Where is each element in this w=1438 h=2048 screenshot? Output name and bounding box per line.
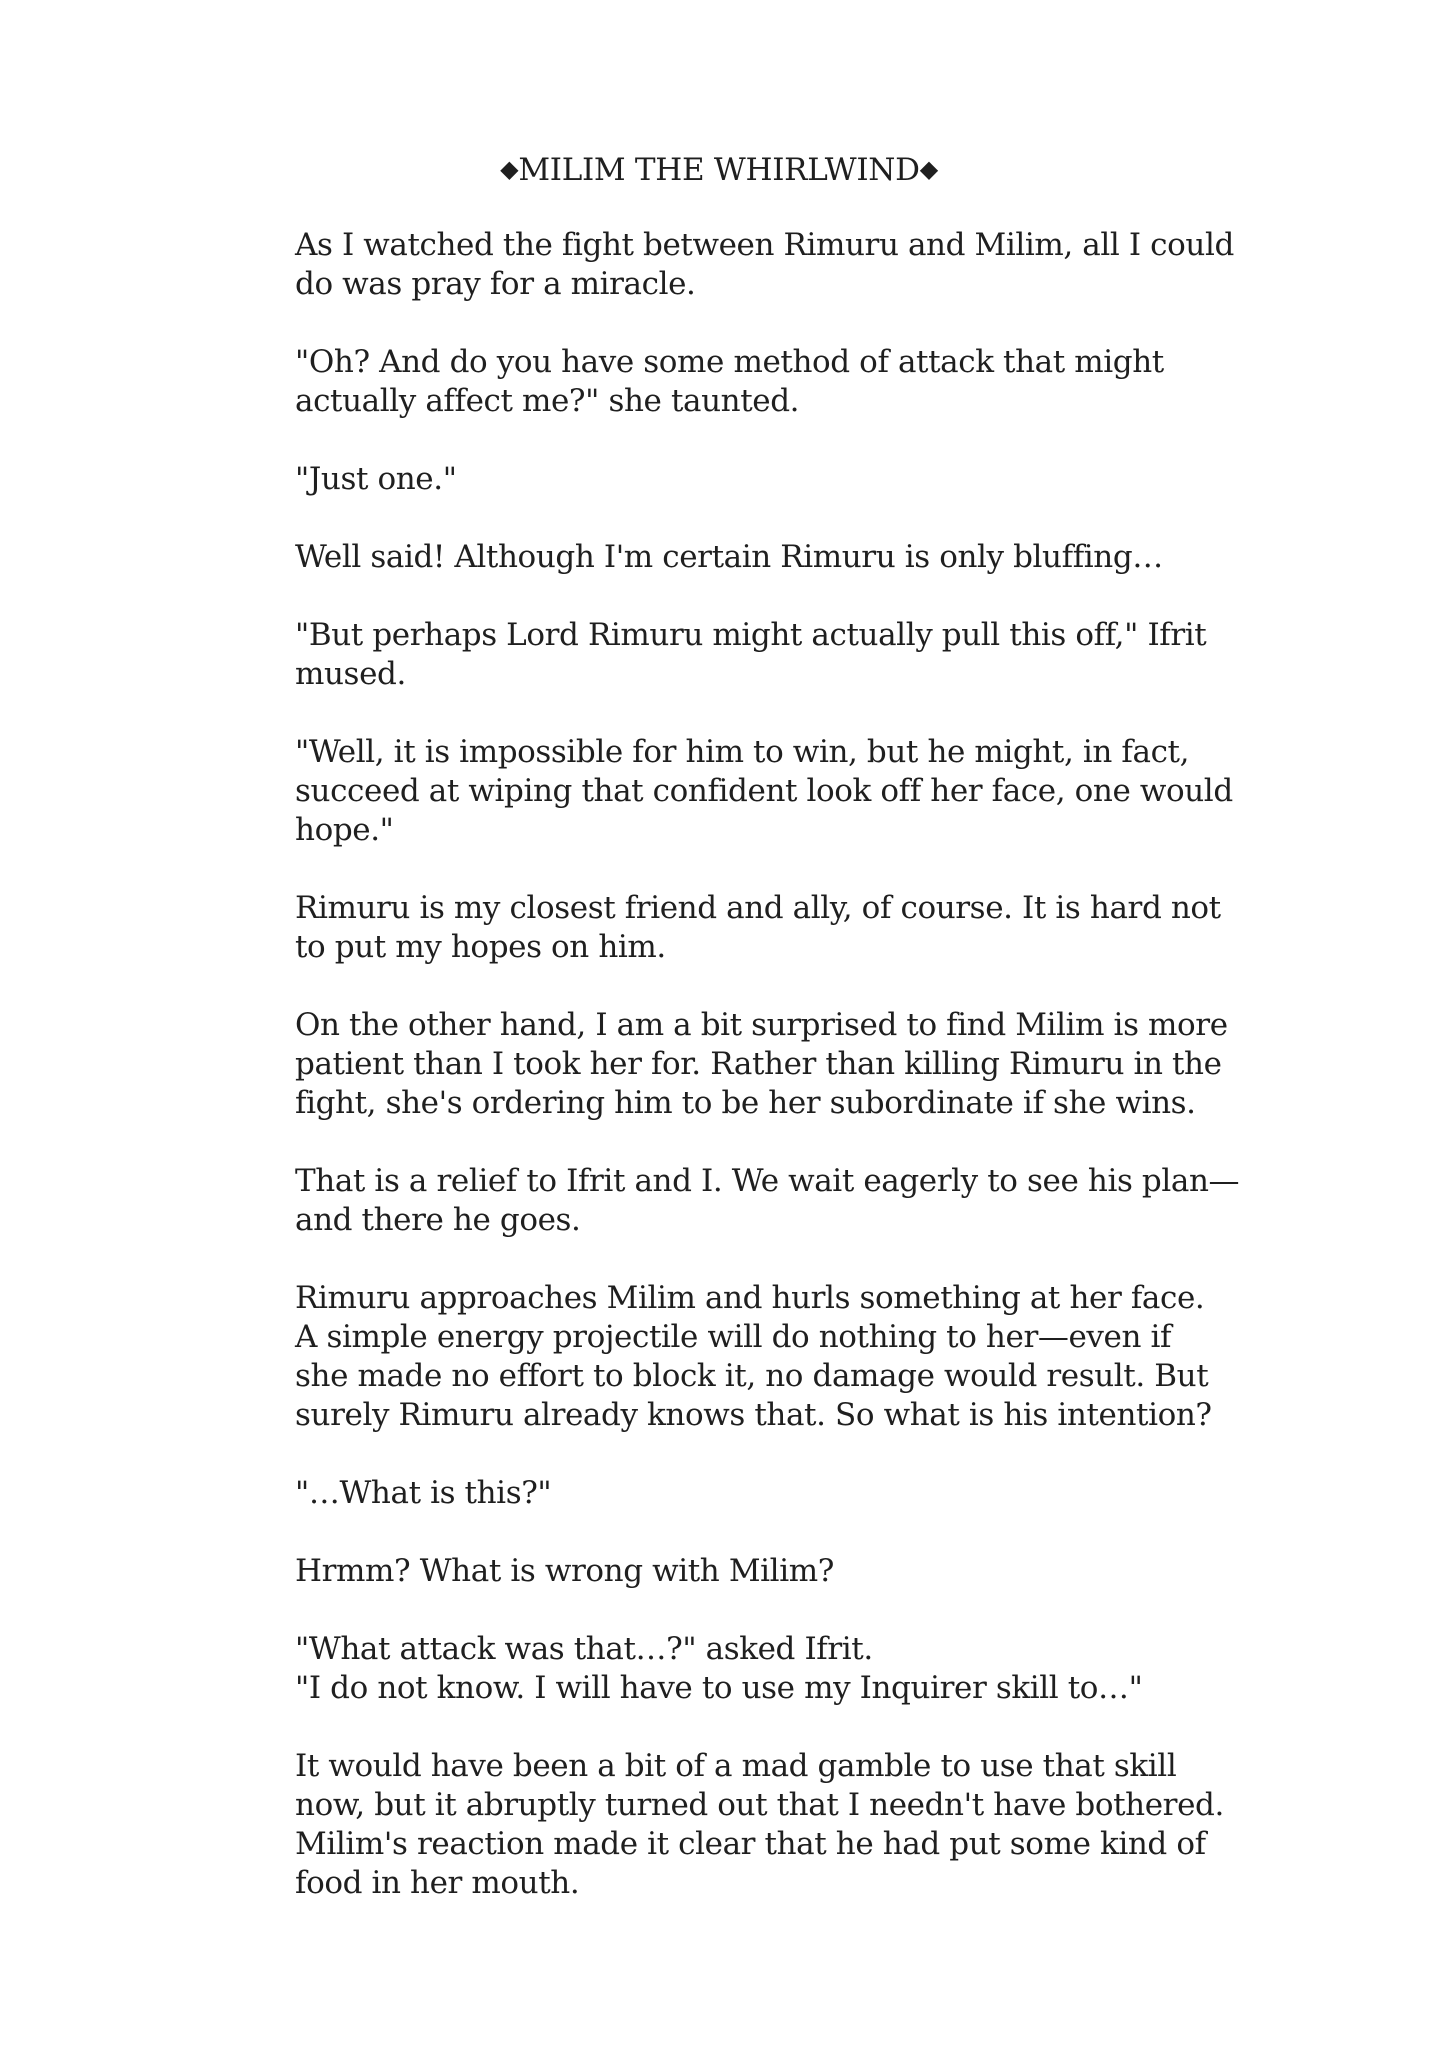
paragraph — [295, 889, 1221, 967]
text-line: It would have been a bit of a mad gamble to use that skill — [295, 1748, 1177, 1784]
text-line: On the other hand, I am a bit surprised to find Milim is more — [295, 1007, 1228, 1043]
paragraph — [295, 1162, 1240, 1240]
paragraph — [295, 616, 1207, 694]
diamond-ornament-left: ◆ — [500, 155, 519, 183]
text-line: hope." — [295, 812, 394, 848]
body-text — [295, 226, 1240, 1903]
text-line: fight, she's ordering him to be her subordinate if she wins. — [295, 1085, 1196, 1121]
paragraph — [295, 1279, 1212, 1435]
text-line: "Well, it is impossible for him to win, but he might, in fact, — [295, 734, 1190, 770]
text-line: "What attack was that…?" asked Ifrit. — [295, 1631, 873, 1667]
paragraph — [295, 1006, 1228, 1123]
paragraph — [295, 343, 1165, 421]
text-line: Well said! Although I'm certain Rimuru is only bluffing… — [295, 539, 1163, 575]
chapter-title — [0, 150, 1438, 189]
text-line: Milim's reaction made it clear that he had put some kind of — [295, 1826, 1206, 1862]
diamond-ornament-right: ◆ — [919, 155, 938, 183]
text-line: "Just one." — [295, 461, 457, 497]
text-line: A simple energy projectile will do nothing to her—even if — [295, 1319, 1172, 1355]
text-line: surely Rimuru already knows that. So what is his intention? — [295, 1397, 1212, 1433]
text-line: do was pray for a miracle. — [295, 266, 696, 302]
text-line: "Oh? And do you have some method of attack that might — [295, 344, 1164, 380]
text-line: patient than I took her for. Rather than killing Rimuru in the — [295, 1046, 1222, 1082]
text-line: to put my hopes on him. — [295, 929, 666, 965]
text-line: actually affect me?" she taunted. — [295, 383, 800, 419]
text-line: mused. — [295, 656, 406, 692]
text-line: "But perhaps Lord Rimuru might actually pull this off," Ifrit — [295, 617, 1207, 653]
text-line: succeed at wiping that confident look off her face, one would — [295, 773, 1233, 809]
text-line: "…What is this?" — [295, 1475, 552, 1511]
text-line: That is a relief to Ifrit and I. We wait eagerly to see his plan— — [295, 1163, 1240, 1199]
paragraph — [295, 733, 1233, 850]
paragraph — [295, 460, 1165, 499]
text-line: she made no effort to block it, no damage would result. But — [295, 1358, 1209, 1394]
paragraph — [295, 226, 1234, 304]
text-line: food in her mouth. — [295, 1865, 580, 1901]
paragraph — [295, 1747, 1224, 1903]
text-line: "I do not know. I will have to use my Inquirer skill to…" — [295, 1670, 1143, 1706]
paragraph — [295, 1552, 1165, 1591]
paragraph — [295, 1630, 1165, 1708]
text-line: now, but it abruptly turned out that I needn't have bothered. — [295, 1787, 1224, 1823]
paragraph — [295, 1474, 1165, 1513]
text-line: Rimuru approaches Milim and hurls something at her face. — [295, 1280, 1205, 1316]
text-line: and there he goes. — [295, 1202, 581, 1238]
text-line: Hrmm? What is wrong with Milim? — [295, 1553, 834, 1589]
chapter-title-text: MILIM THE WHIRLWIND — [518, 152, 920, 188]
paragraph — [295, 538, 1165, 577]
text-line: Rimuru is my closest friend and ally, of course. It is hard not — [295, 890, 1221, 926]
text-line: As I watched the fight between Rimuru and Milim, all I could — [295, 227, 1234, 263]
